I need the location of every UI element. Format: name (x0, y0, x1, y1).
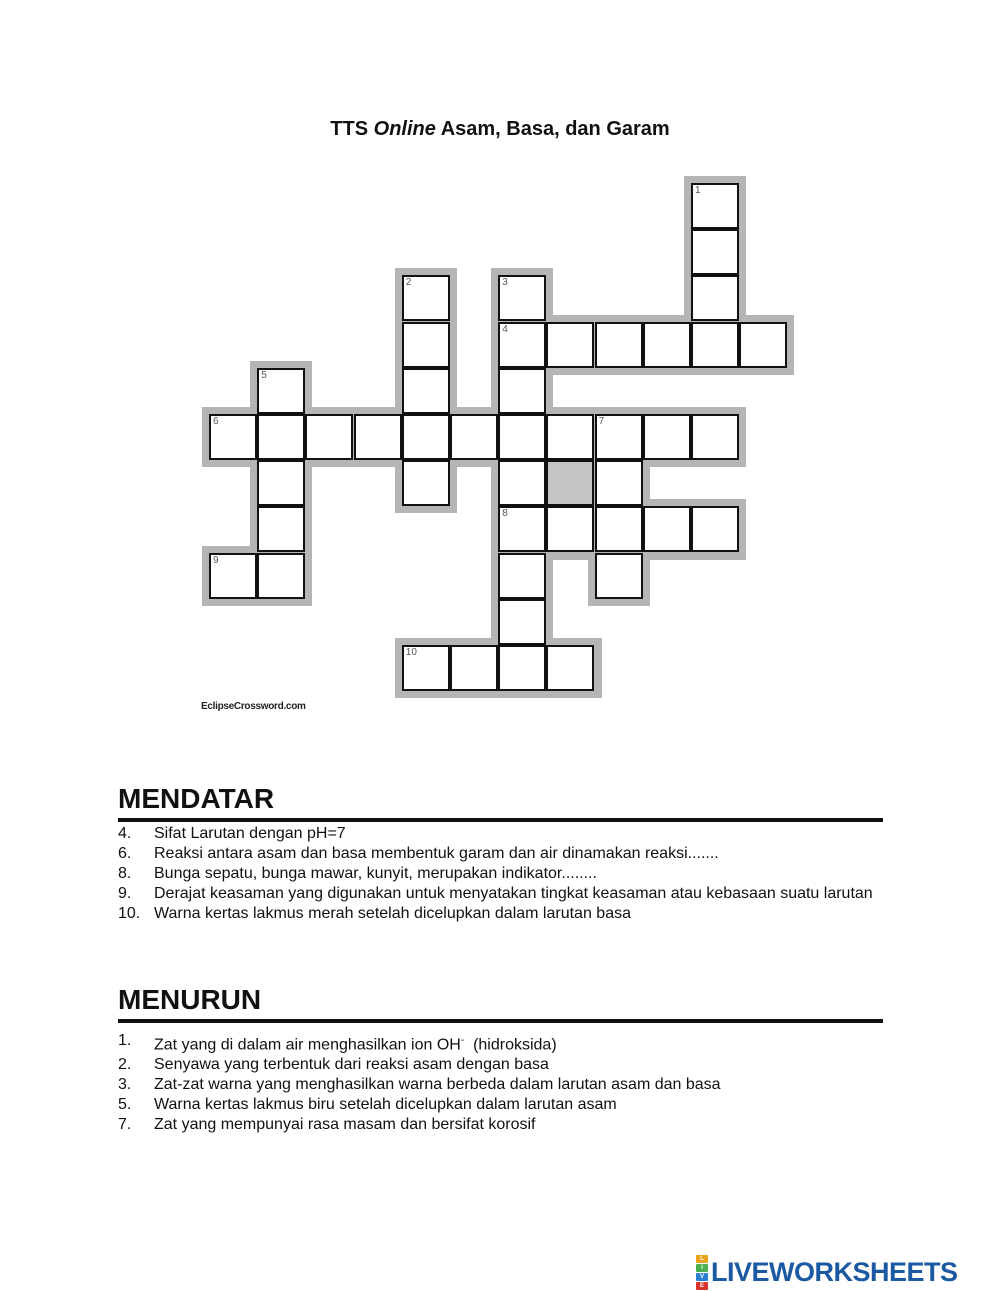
clue-number: 4. (118, 825, 132, 842)
clue-number: 5. (118, 1096, 132, 1114)
clue-number: 10. (118, 905, 141, 922)
crossword-cell[interactable] (691, 322, 739, 368)
crossword-cell[interactable] (546, 322, 594, 368)
crossword-cell[interactable] (498, 553, 546, 599)
clue-text: Reaksi antara asam dan basa membentuk garam dan air dinamakan reaksi....... (154, 845, 719, 862)
down-heading: MENURUN (118, 984, 262, 1015)
logo-block: I (696, 1264, 708, 1272)
crossword-blank-cell (546, 460, 594, 506)
crossword-cell[interactable] (354, 414, 402, 460)
across-clue (118, 824, 880, 844)
crossword-cell[interactable] (739, 322, 787, 368)
crossword-cell[interactable] (257, 368, 305, 414)
down-clue (118, 1075, 880, 1095)
clue-number: 1. (118, 1032, 132, 1049)
crossword-cell[interactable] (402, 645, 450, 691)
across-clue (118, 864, 880, 884)
crossword-cell[interactable] (643, 322, 691, 368)
crossword-cell[interactable] (257, 506, 305, 552)
down-clue (118, 1115, 880, 1135)
crossword-cell[interactable] (691, 414, 739, 460)
crossword-cell[interactable] (498, 275, 546, 321)
liveworksheets-logo[interactable] (696, 1255, 958, 1290)
title-suffix: Asam, Basa, dan Garam (435, 118, 670, 140)
down-clue-list (118, 1031, 880, 1135)
crossword-cell[interactable] (305, 414, 353, 460)
crossword-cell[interactable] (402, 275, 450, 321)
crossword-cell[interactable] (209, 414, 257, 460)
down-rule (118, 1019, 883, 1023)
crossword-cell[interactable] (595, 506, 643, 552)
cell-number: 10 (405, 647, 417, 658)
title-prefix: TTS (330, 118, 374, 140)
crossword-cell[interactable] (450, 645, 498, 691)
cell-number: 4 (502, 323, 508, 335)
cell-number: 2 (405, 277, 412, 289)
clue-text: Zat-zat warna yang menghasilkan warna berbeda dalam larutan asam dan basa (154, 1076, 721, 1094)
crossword-cell[interactable] (595, 414, 643, 460)
clue-number: 6. (118, 845, 132, 862)
clue-text-before: Zat yang di dalam air menghasilkan ion OH (154, 1036, 461, 1054)
clue-number: 7. (118, 1116, 132, 1134)
cell-number: 5 (261, 369, 267, 381)
across-clue (118, 904, 880, 924)
crossword-cell[interactable] (402, 460, 450, 506)
crossword-cell[interactable] (691, 183, 739, 229)
clue-number: 8. (118, 865, 132, 882)
clue-number: 2. (118, 1056, 132, 1074)
clue-text: Bunga sepatu, bunga mawar, kunyit, merupakan indikator........ (154, 865, 597, 882)
across-clue (118, 884, 880, 904)
cell-number: 1 (695, 185, 701, 196)
clue-text-after: (hidroksida) (464, 1036, 557, 1054)
crossword-cell[interactable] (546, 645, 594, 691)
across-heading: MENDATAR (118, 783, 275, 814)
crossword-cell[interactable] (595, 322, 643, 368)
clue-text: Zat yang mempunyai rasa masam dan bersifat korosif (154, 1116, 536, 1134)
credit-text: EclipseCrossword.com (201, 701, 306, 712)
crossword-cell[interactable] (546, 414, 594, 460)
logo-icon (696, 1255, 708, 1290)
logo-block: L (696, 1255, 708, 1263)
logo-block: E (696, 1282, 708, 1290)
crossword-cell[interactable] (595, 553, 643, 599)
cell-number: 8 (502, 508, 508, 520)
crossword-cell[interactable] (498, 368, 546, 414)
crossword-cell[interactable] (402, 368, 450, 414)
down-clue (118, 1055, 880, 1075)
down-clue (118, 1031, 880, 1055)
crossword-cell[interactable] (498, 599, 546, 645)
crossword-cell[interactable] (498, 645, 546, 691)
crossword-cell[interactable] (257, 460, 305, 506)
clue-text: Derajat keasaman yang digunakan untuk menyatakan tingkat keasaman atau kebasaan suatu larutan (154, 885, 873, 902)
clue-text: Warna kertas lakmus merah setelah dicelupkan dalam larutan basa (154, 905, 631, 922)
crossword-cell[interactable] (691, 275, 739, 321)
logo-text: LIVEWORKSHEETS (711, 1257, 958, 1287)
crossword-cell[interactable] (643, 506, 691, 552)
logo-block: V (696, 1273, 708, 1281)
cell-number: 3 (502, 277, 508, 289)
crossword-cell[interactable] (257, 553, 305, 599)
crossword-cell[interactable] (498, 414, 546, 460)
clue-text: Sifat Larutan dengan pH=7 (154, 825, 346, 842)
clue-text (154, 1031, 880, 1055)
title-italic: Online (373, 118, 436, 140)
down-clue (118, 1095, 880, 1115)
cell-number: 9 (213, 554, 219, 566)
cell-number: 7 (598, 416, 605, 427)
cell-number: 6 (213, 416, 219, 427)
clue-text: Warna kertas lakmus biru setelah dicelupkan dalam larutan asam (154, 1096, 617, 1114)
crossword-cell[interactable] (498, 460, 546, 506)
clue-number: 3. (118, 1076, 132, 1094)
crossword-cell[interactable] (257, 414, 305, 460)
crossword-cell[interactable] (402, 322, 450, 368)
across-clue (118, 844, 880, 864)
clue-text: Senyawa yang terbentuk dari reaksi asam dengan basa (154, 1056, 549, 1074)
across-clue-list (118, 824, 880, 924)
crossword-cell[interactable] (691, 229, 739, 275)
clue-number: 9. (118, 885, 132, 902)
crossword-cell[interactable] (546, 506, 594, 552)
crossword-cell[interactable] (402, 414, 450, 460)
crossword-cell[interactable] (643, 414, 691, 460)
superscript-minus: - (460, 1035, 465, 1046)
crossword-cell[interactable] (450, 414, 498, 460)
across-rule (118, 818, 883, 822)
crossword-cell[interactable] (691, 506, 739, 552)
crossword-cell[interactable] (498, 506, 546, 552)
crossword-cell[interactable] (209, 553, 257, 599)
crossword-cell[interactable] (595, 460, 643, 506)
crossword-cell[interactable] (498, 322, 546, 368)
